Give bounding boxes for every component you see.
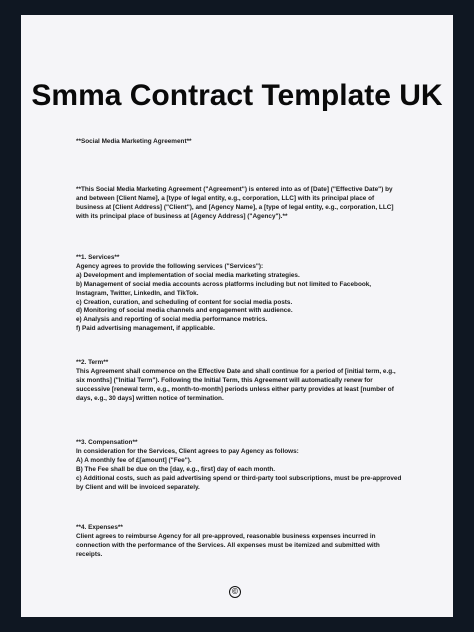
term-section (76, 359, 394, 404)
copyright-icon: © (229, 586, 241, 598)
expenses-line: Client agrees to reimburse Agency for all pre-approved, reasonable business expenses incurred in (76, 532, 376, 540)
services-section (76, 254, 394, 334)
compensation-line: In consideration for the Services, Client agrees to pay Agency as follows: (76, 447, 299, 455)
services-line: Instagram, Twitter, LinkedIn, and TikTok. (76, 289, 199, 297)
intro-line: and between [Client Name], a [type of legal entity, e.g., corporation, LLC] with its principal place of (76, 194, 375, 202)
services-line: e) Analysis and reporting of social media performance metrics. (76, 316, 268, 324)
term-line: This Agreement shall commence on the Effective Date and shall continue for a period of [initial term, e.g., (76, 367, 396, 375)
expenses-section (76, 524, 394, 560)
expenses-line: connection with the performance of the Services. All expenses must be itemized and submitted with (76, 541, 380, 549)
term-line: six months] ("Initial Term"). Following the Initial Term, this Agreement will automatically renew for (76, 376, 373, 384)
agreement-heading-text: **Social Media Marketing Agreement** (76, 138, 192, 145)
intro-paragraph (76, 186, 394, 222)
services-line: Agency agrees to provide the following services ("Services"): (76, 262, 264, 270)
document-page (21, 15, 453, 617)
intro-line: business at [Client Address] ("Client"), and [Agency Name], a [type of legal entity, e.g., corporation, LLC] (76, 203, 394, 211)
services-line: c) Creation, curation, and scheduling of content for social media posts. (76, 298, 293, 306)
services-line: **1. Services** (76, 254, 120, 261)
services-line: f) Paid advertising management, if applicable. (76, 325, 215, 333)
compensation-section (76, 439, 402, 492)
compensation-line: A) A monthly fee of £[amount] ("Fee"). (76, 456, 192, 464)
intro-line: with its principal place of business at [Agency Address] ("Agency").** (76, 212, 288, 220)
expenses-line: **4. Expenses** (76, 524, 123, 531)
compensation-line: by Client and will be invoiced separately. (76, 483, 200, 491)
term-line: successive [renewal term, e.g., month-to-month] periods unless either party provides at least [number of (76, 385, 394, 393)
expenses-line: receipts. (76, 550, 103, 558)
services-line: d) Monitoring of social media channels and engagement with audience. (76, 307, 293, 315)
term-line: days, e.g., 30 days] written notice of termination. (76, 394, 224, 402)
term-line: **2. Term** (76, 359, 109, 366)
compensation-line: **3. Compensation** (76, 439, 138, 446)
intro-line: **This Social Media Marketing Agreement ("Agreement") is entered into as of [Date] ("Effective Date") by (76, 186, 393, 193)
services-line: a) Development and implementation of social media marketing strategies. (76, 271, 300, 279)
services-line: b) Management of social media accounts across platforms including but not limited to Facebook, (76, 280, 372, 288)
compensation-line: c) Additional costs, such as paid advertising spend or third-party tool subscriptions, must be pre-approved (76, 474, 402, 482)
compensation-line: B) The Fee shall be due on the [day, e.g., first] day of each month. (76, 465, 276, 473)
agreement-heading (76, 138, 394, 147)
page-title: Smma Contract Template UK (31, 79, 443, 112)
